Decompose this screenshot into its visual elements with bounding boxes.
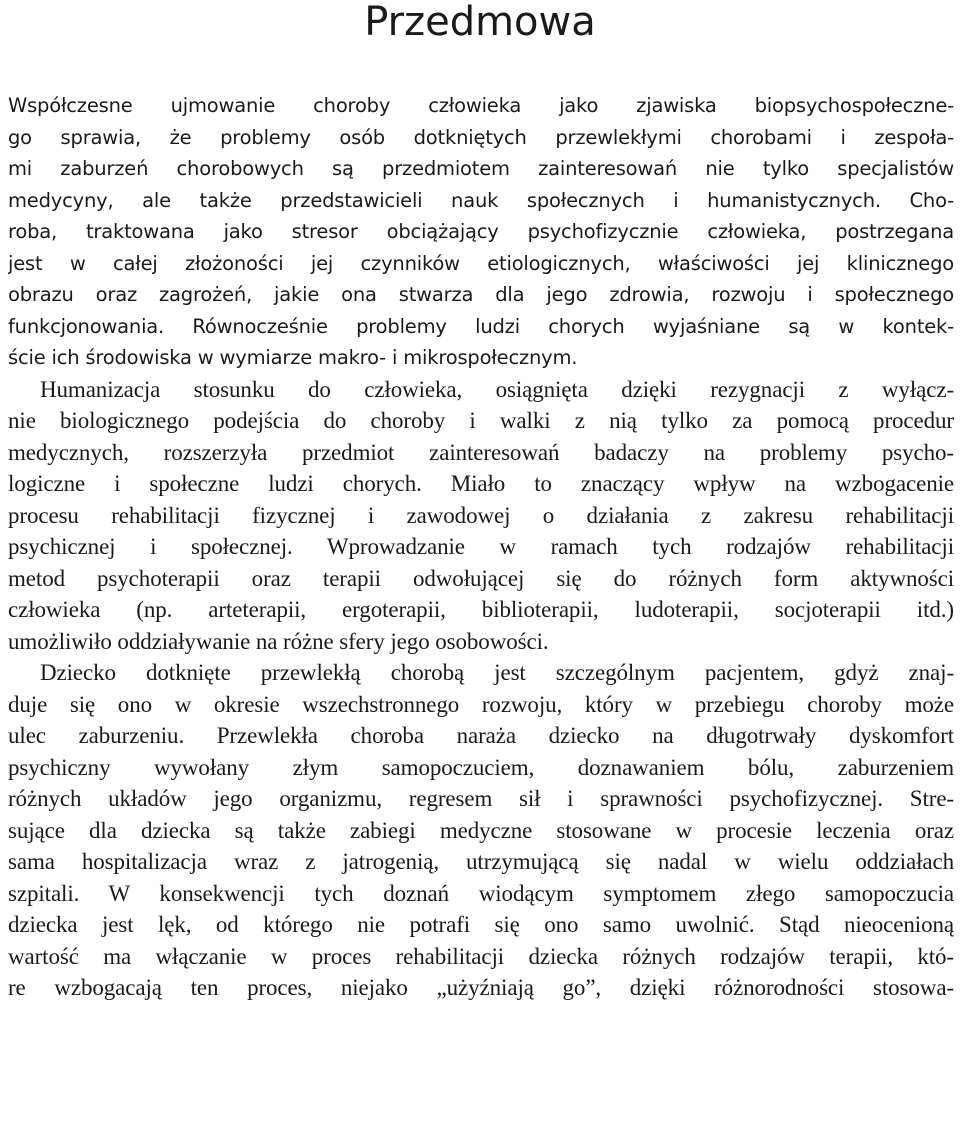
- text-line: re wzbogacają ten proces, niejako „użyźniają go”, dzięki różnorodności stosowa-: [8, 975, 954, 1000]
- text-line: sujące dla dziecka są także zabiegi medyczne stosowane w procesie leczenia oraz: [8, 817, 954, 843]
- text-line: psychicznej i społecznej. Wprowadzanie w ramach tych rodzajów rehabilitacji: [8, 534, 954, 559]
- text-line: dziecka jest lęk, od którego nie potrafi się ono samo uwolnić. Stąd nieocenioną: [8, 912, 954, 937]
- page-title: Przedmowa: [364, 0, 596, 45]
- text-line: nie biologicznego podejścia do choroby i walki z nią tylko za pomocą procedur: [8, 408, 954, 433]
- text-line: go sprawia, że problemy osób dotkniętych przewlekłymi chorobami i zespoła-: [8, 125, 954, 149]
- text-line: jest w całej złożoności jej czynników etiologicznych, właściwości jej klinicznego: [8, 251, 954, 275]
- paragraph-1: [8, 90, 954, 374]
- text-line: Współczesne ujmowanie choroby człowieka jako zjawiska biopsychospołeczne-: [8, 94, 954, 117]
- text-line: medycyny, ale także przedstawicieli nauk społecznych i humanistycznych. Cho-: [8, 188, 954, 212]
- text-line: ście ich środowiska w wymiarze makro- i mikrospołecznym.: [8, 346, 578, 369]
- text-line: medycznych, rozszerzyła przedmiot zainteresowań badaczy na problemy psycho-: [8, 439, 954, 465]
- text-line: ulec zaburzeniu. Przewlekła choroba naraża dziecko na długotrwały dyskomfort: [8, 723, 954, 748]
- text-line: różnych układów jego organizmu, regresem sił i sprawności psychofizycznej. Stre-: [8, 786, 954, 811]
- text-line: Humanizacja stosunku do człowieka, osiągnięta dzięki rezygnacji z wyłącz-: [40, 376, 954, 402]
- text-line: wartość ma włączanie w proces rehabilitacji dziecka różnych rodzajów terapii, któ-: [8, 943, 954, 969]
- text-line: człowieka (np. arteterapii, ergoterapii, biblioterapii, ludoterapii, socjoterapii itd.): [8, 597, 954, 622]
- text-line: psychiczny wywołany złym samopoczuciem, doznawaniem bólu, zaburzeniem: [8, 754, 954, 780]
- text-line: obrazu oraz zagrożeń, jakie ona stwarza dla jego zdrowia, rozwoju i społecznego: [8, 283, 954, 306]
- paragraph-2: [8, 374, 954, 658]
- body-text: [8, 90, 954, 1004]
- text-line: metod psychoterapii oraz terapii odwołującej się do różnych form aktywności: [8, 565, 954, 591]
- text-line: sama hospitalizacja wraz z jatrogenią, utrzymującą się nadal w wielu oddziałach: [8, 849, 954, 874]
- text-line: funkcjonowania. Równocześnie problemy ludzi chorych wyjaśniane są w kontek-: [8, 314, 954, 338]
- text-line: procesu rehabilitacji fizycznej i zawodowej o działania z zakresu rehabilitacji: [8, 502, 954, 528]
- text-line: Dziecko dotknięte przewlekłą chorobą jest szczególnym pacjentem, gdyż znaj-: [40, 660, 954, 685]
- text-line: duje się ono w okresie wszechstronnego rozwoju, który w przebiegu choroby może: [8, 691, 954, 717]
- paragraph-3: [8, 657, 954, 1004]
- text-line: roba, traktowana jako stresor obciążający psychofizycznie człowieka, postrzegana: [8, 220, 954, 243]
- text-line: umożliwiło oddziaływanie na różne sfery jego osobowości.: [8, 628, 549, 654]
- text-line: logiczne i społeczne ludzi chorych. Miało to znaczący wpływ na wzbogacenie: [8, 471, 954, 496]
- text-line: mi zaburzeń chorobowych są przedmiotem zainteresowań nie tylko specjalistów: [8, 157, 954, 180]
- text-line: szpitali. W konsekwencji tych doznań wiodącym symptomem złego samopoczucia: [8, 880, 954, 906]
